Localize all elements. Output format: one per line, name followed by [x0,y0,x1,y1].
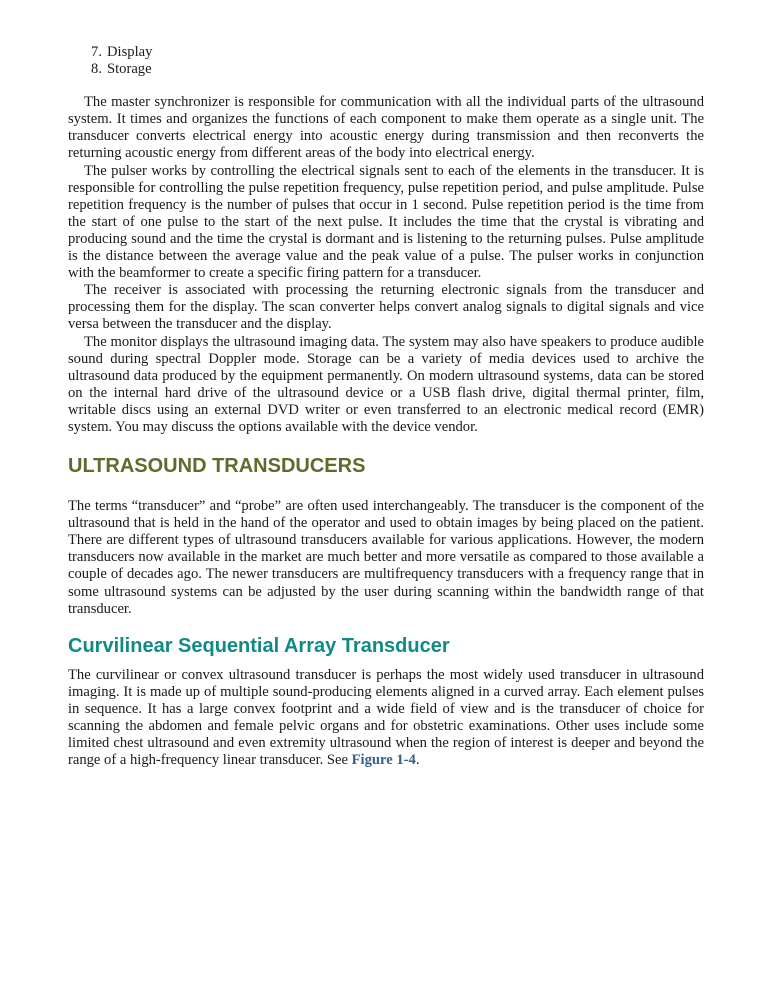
list-item-text: Storage [107,61,152,78]
document-page [68,44,704,769]
paragraph-transducers: The terms “transducer” and “probe” are often used interchangeably. The transducer is the component of the ultrasound that is held in the hand of the operator and used to obtain images by being placed on the patient. There are different types of ultrasound transducers available for various applications. However, the modern transducers now available in the market are much better and more versatile as compared to those available a couple of decades ago. The newer transducers are multifrequency transducers with a frequency range that in some ultrasound systems can be adjusted by the user during scanning within the bandwidth range of that transducer. [68,498,704,617]
list-item [86,61,704,78]
paragraph-curvilinear-end: . [415,752,420,769]
paragraph-pulser: The pulser works by controlling the electrical signals sent to each of the elements in the transducer. It is responsible for controlling the pulse repetition frequency, pulse repetition period, and pulse amplitude. Pulse repetition frequency is the number of pulses that occur in 1 second. Pulse repetition period is the time from the start of one pulse to the start of the next pulse. It includes the time that the crystal is vibrating and producing sound and the time the crystal is dormant and is listening to the returning pulses. Pulse amplitude is the distance between the average value and the peak value of a pulse. The pulser works in conjunction with the beamformer to create a specific firing pattern for a transducer. [68,162,704,282]
list-item [86,44,704,61]
paragraph-master-synchronizer: The master synchronizer is responsible for communication with all the individual parts of the ultrasound system. It times and organizes the functions of each component to make them operate as a single unit. The transducer converts electrical energy into acoustic energy during transmission and then reconverts the returning acoustic energy from different areas of the body into electrical energy. [68,94,704,162]
subsection-heading: Curvilinear Sequential Array Transducer [68,634,450,657]
list-item-text: Display [107,44,153,60]
paragraph-curvilinear [68,667,704,770]
numbered-list [86,44,704,78]
figure-reference-link[interactable]: Figure 1-4 [351,752,416,769]
list-item-number: 7. [91,44,102,60]
paragraph-curvilinear-text: The curvilinear or convex ultrasound transducer is perhaps the most widely used transducer in ultrasound imaging. It is made up of multiple sound-producing elements aligned in a curved array. Each element pulses in sequence. It has a large convex footprint and a wide field of view and is the transducer of choice for scanning the abdomen and female pelvic organs and for obstetric examinations. Other uses include some limited chest ultrasound and even extremity ultrasound when the region of interest is deeper and beyond the range of a high-frequency linear transducer. See [68,666,704,769]
paragraph-receiver: The receiver is associated with processing the returning electronic signals from the transducer and processing them for the display. The scan converter helps convert analog signals to digital signals and vice versa between the transducer and the display. [68,282,704,333]
paragraph-monitor: The monitor displays the ultrasound imaging data. The system may also have speakers to produce audible sound during spectral Doppler mode. Storage can be a variety of media devices used to archive the ultrasound data produced by the equipment permanently. On modern ultrasound systems, data can be stored on the internal hard drive of the ultrasound device or a USB flash drive, digital thermal printer, film, writable discs using an external DVD writer or even transferred to an electronic medical record (EMR) system. You may discuss the options available with the device vendor. [68,333,704,435]
section-heading: ULTRASOUND TRANSDUCERS [68,455,366,478]
list-item-number: 8. [91,61,102,78]
